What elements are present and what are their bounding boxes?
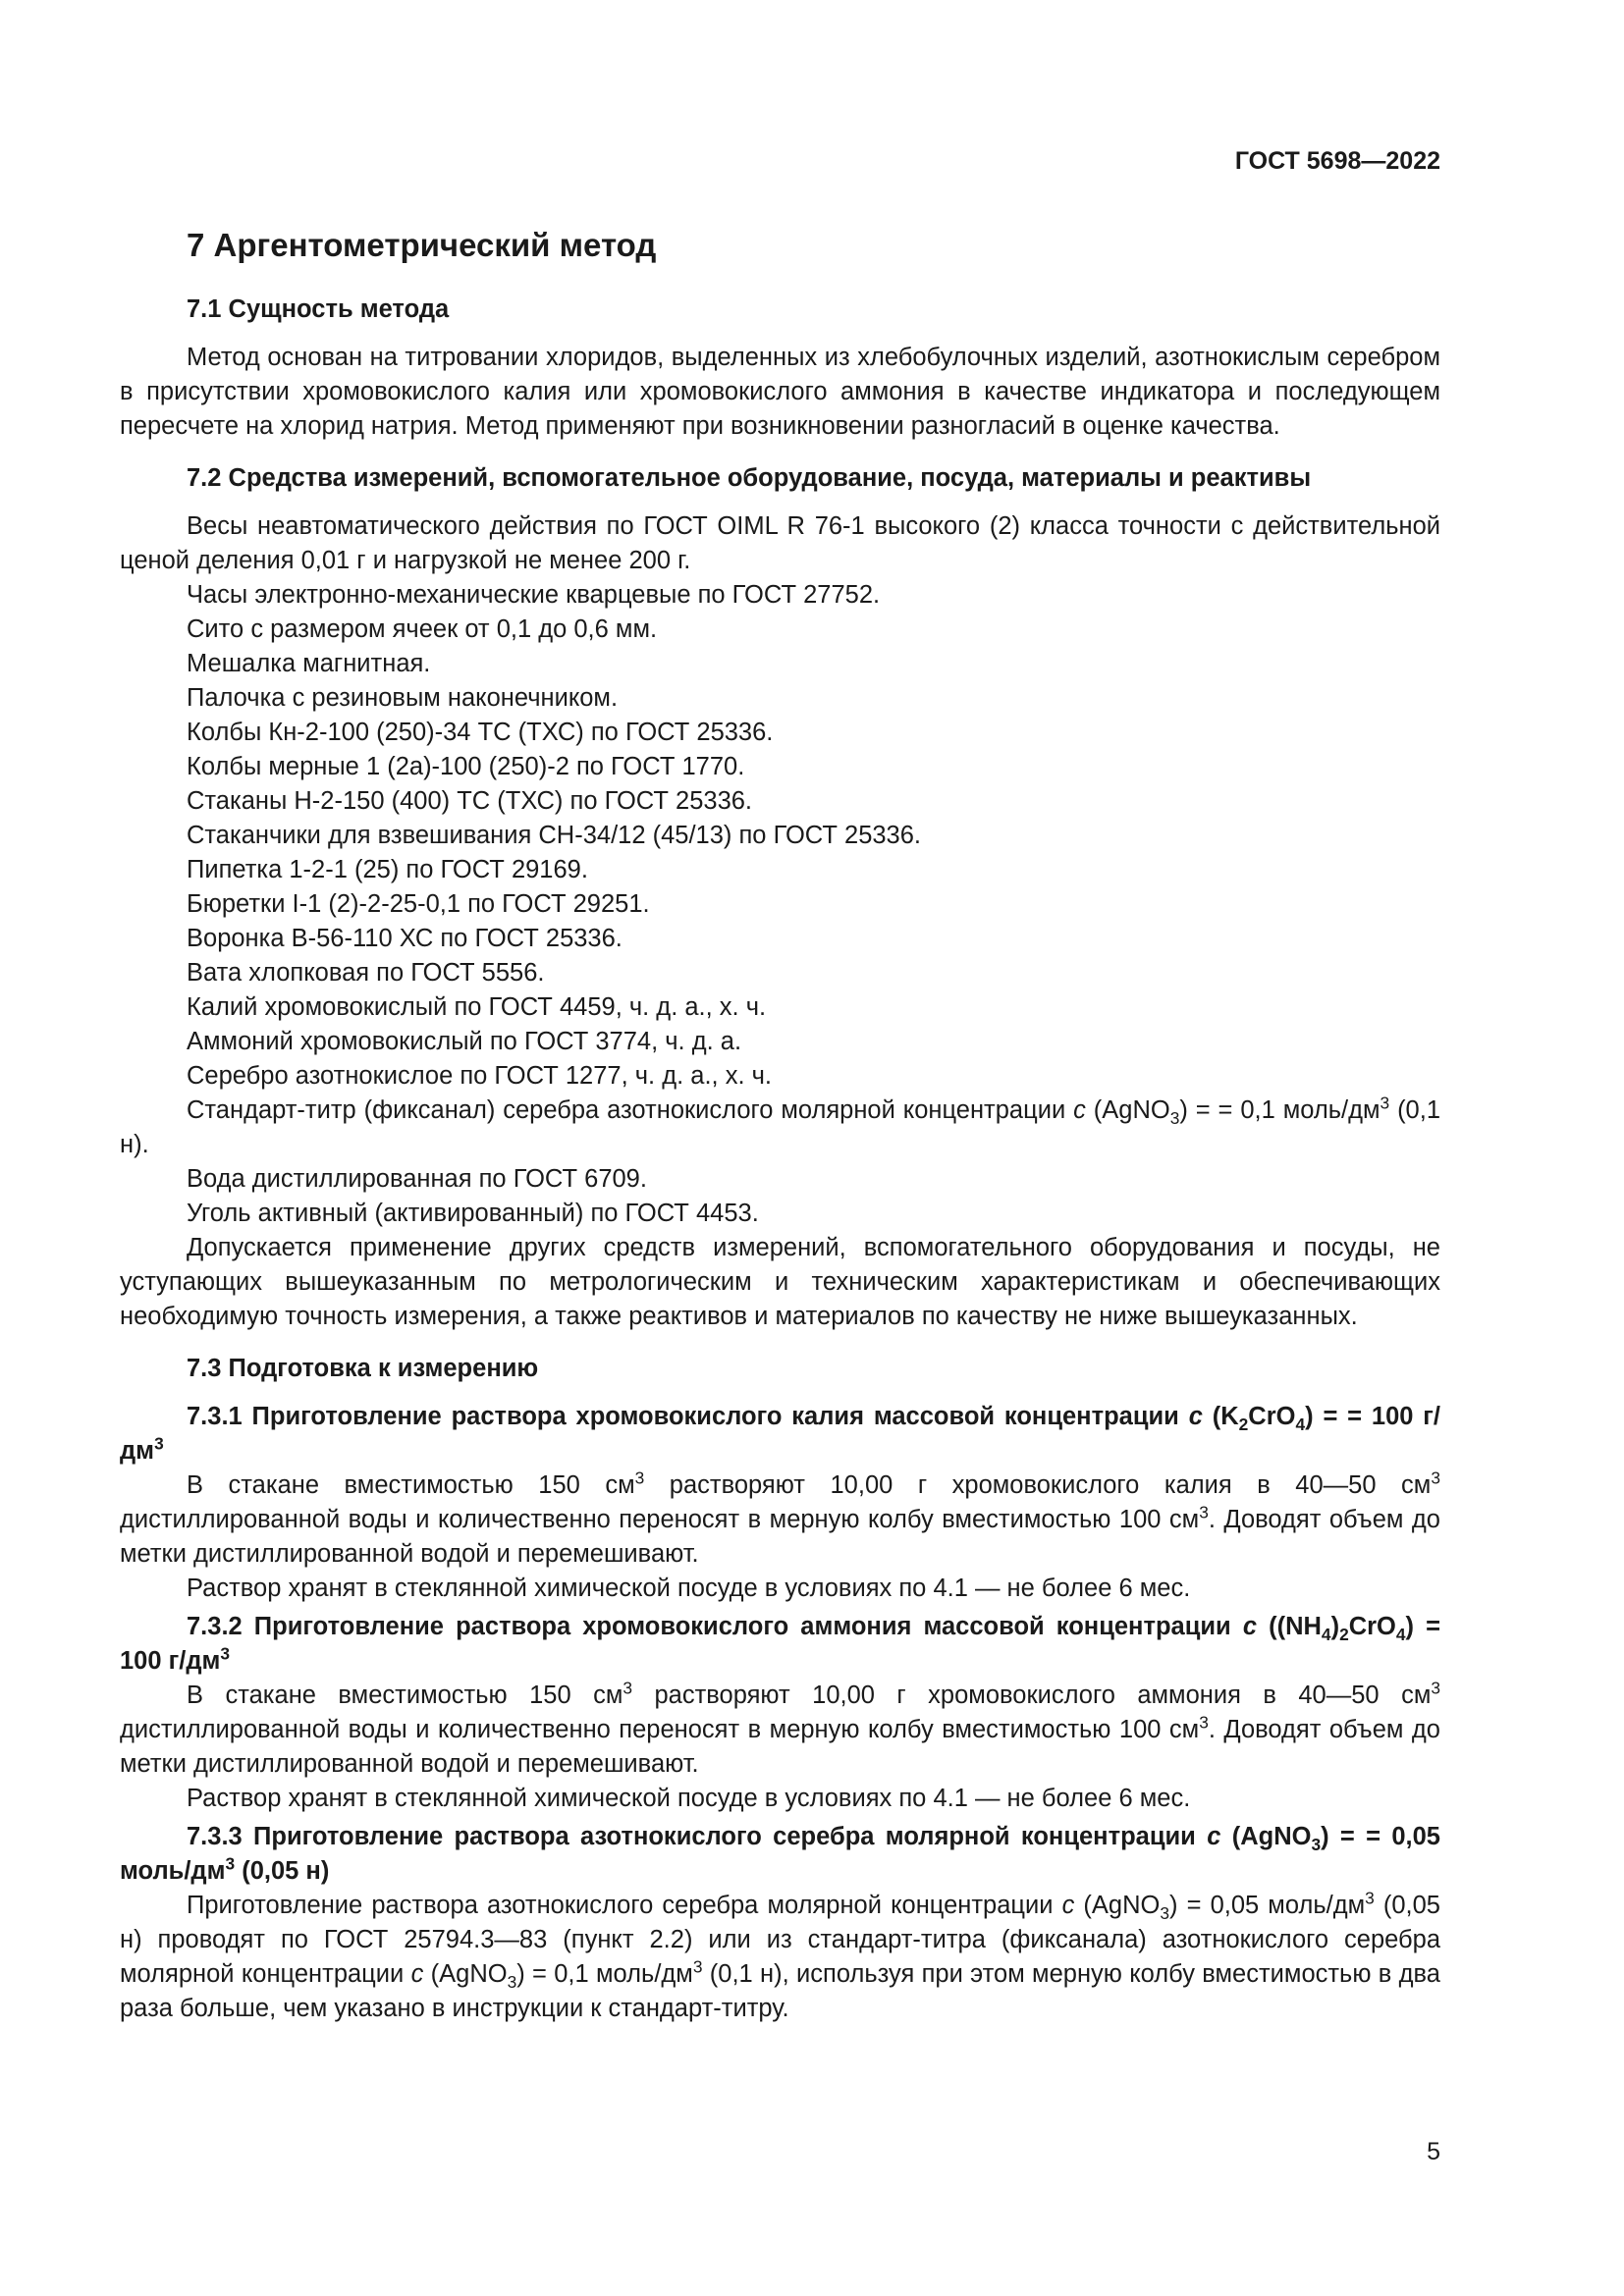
- superscript: 3: [1199, 1502, 1209, 1522]
- list-item-standard-titre: [120, 1094, 1440, 1162]
- text: ((NH: [1257, 1613, 1322, 1640]
- section-7-3-title: 7.3 Подготовка к измерению: [187, 1355, 539, 1382]
- text: CrO: [1348, 1613, 1396, 1640]
- text: 7.3.3 Приготовление раствора азотнокислого серебра молярной концентрации: [187, 1823, 1208, 1850]
- subscript: 3: [1169, 1108, 1180, 1129]
- text: (AgNO: [423, 1960, 508, 1988]
- list-item: Калий хромовокислый по ГОСТ 4459, ч. д. а., х. ч.: [187, 993, 767, 1021]
- subscript: 2: [1339, 1625, 1349, 1645]
- list-item: Колбы Кн-2-100 (250)-34 ТС (ТХС) по ГОСТ 25336.: [187, 719, 774, 746]
- text: 7.3.2 Приготовление раствора хромовокислого аммония массовой концентрации: [187, 1613, 1243, 1640]
- list-item: Стаканы Н-2-150 (400) ТС (ТХС) по ГОСТ 25336.: [187, 787, 753, 815]
- superscript: 3: [623, 1678, 633, 1698]
- superscript: 3: [225, 1853, 236, 1874]
- section-7-1-text: Метод основан на титровании хлоридов, выделенных из хлебобулочных изделий, азотнокислым серебром в присутствии хромовокислого калия или хромовокислого аммония в качестве индикатора и последующем пересчете на хлорид натрия. Метод применяют при возникновении разногласий в оценке качества.: [120, 344, 1440, 440]
- subscript: 4: [1295, 1415, 1306, 1435]
- text: ) = 0,05 моль/дм: [1169, 1892, 1366, 1919]
- list-item: Стаканчики для взвешивания СН-34/12 (45/13) по ГОСТ 25336.: [187, 822, 922, 849]
- section-7-3-3-text: [120, 1889, 1440, 2026]
- text: ): [1330, 1613, 1340, 1640]
- section-7-3-2-title: [120, 1610, 1440, 1679]
- subscript: 3: [507, 1972, 517, 1993]
- text: ) = 100 г/дм: [120, 1613, 1440, 1675]
- page-number: 5: [1427, 2138, 1440, 2165]
- section-7-3-1-title: [120, 1400, 1440, 1468]
- text: (AgNO: [1074, 1892, 1161, 1919]
- text: В стакане вместимостью 150 см: [187, 1471, 635, 1499]
- subscript: 3: [1311, 1835, 1322, 1855]
- list-item: Палочка с резиновым наконечником.: [187, 684, 619, 712]
- section-7-1-title: 7.1 Сущность метода: [187, 295, 450, 323]
- text: В стакане вместимостью 150 см: [187, 1682, 623, 1709]
- section-7-3-1-storage: Раствор хранят в стеклянной химической посуде в условиях по 4.1 — не более 6 мес.: [187, 1575, 1191, 1602]
- formula-symbol: c: [1188, 1403, 1203, 1430]
- text: . Доводят объем до метки дистиллированной водой и перемешивают.: [120, 1506, 1440, 1568]
- subscript: 4: [1321, 1625, 1331, 1645]
- section-7-3-1-text: [120, 1468, 1440, 1572]
- text: растворяют 10,00 г хромовокислого калия в 40—50 см: [644, 1471, 1432, 1499]
- text: Стандарт-титр (фиксанал) серебра азотнокислого молярной концентрации: [187, 1096, 1074, 1124]
- list-item: Пипетка 1-2-1 (25) по ГОСТ 29169.: [187, 856, 588, 883]
- text: дистиллированной воды и количественно переносят в мерную колбу вместимостью 100 см: [120, 1716, 1200, 1743]
- text: . Доводят объем до метки дистиллированной водой и перемешивают.: [120, 1716, 1440, 1778]
- document-code: ГОСТ 5698—2022: [1234, 147, 1440, 175]
- formula-symbol: c: [1207, 1823, 1221, 1850]
- section-7-3-2-storage: Раствор хранят в стеклянной химической посуде в условиях по 4.1 — не более 6 мес.: [187, 1785, 1191, 1812]
- list-item: Бюретки I-1 (2)-2-25-0,1 по ГОСТ 29251.: [187, 890, 650, 918]
- formula-symbol: c: [1073, 1096, 1086, 1124]
- superscript: 3: [1431, 1678, 1440, 1698]
- text: ) = 0,1 моль/дм: [516, 1960, 693, 1988]
- text: дистиллированной воды и количественно переносят в мерную колбу вместимостью 100 см: [120, 1506, 1200, 1533]
- section-7-title: 7 Аргентометрический метод: [187, 227, 657, 263]
- list-item: Воронка В-56-110 ХС по ГОСТ 25336.: [187, 925, 623, 952]
- text: растворяют 10,00 г хромовокислого аммония в 40—50 см: [632, 1682, 1432, 1709]
- list-item: Аммоний хромовокислый по ГОСТ 3774, ч. д. а.: [187, 1028, 742, 1055]
- superscript: 3: [634, 1468, 645, 1488]
- subscript: 3: [1160, 1903, 1170, 1924]
- list-item: Уголь активный (активированный) по ГОСТ 4453.: [187, 1200, 759, 1227]
- text: (AgNO: [1085, 1096, 1170, 1124]
- subscript: 4: [1395, 1625, 1406, 1645]
- text: (0,05 н): [235, 1857, 330, 1885]
- text: (0,1 н), используя при этом мерную колбу вместимостью в два раза больше, чем указано в инструкции к стандарт-титру.: [120, 1960, 1440, 2022]
- formula-symbol: c: [1242, 1613, 1258, 1640]
- section-7-3-2-text: [120, 1679, 1440, 1782]
- superscript: 3: [1431, 1468, 1440, 1488]
- text: (0,1 н).: [120, 1096, 1441, 1158]
- list-item: Весы неавтоматического действия по ГОСТ OIML R 76-1 высокого (2) класса точности с действительной ценой деления 0,01 г и нагрузкой не менее 200 г.: [120, 512, 1440, 574]
- text: ) = = 0,05 моль/дм: [120, 1823, 1440, 1885]
- text: 7.3.1 Приготовление раствора хромовокислого калия массовой концентрации: [187, 1403, 1189, 1430]
- document-body: [120, 224, 1440, 2026]
- list-item: Сито с размером ячеек от 0,1 до 0,6 мм.: [187, 615, 658, 643]
- superscript: 3: [1199, 1712, 1209, 1733]
- equipment-note: Допускается применение других средств измерений, вспомогательного оборудования и посуды, не уступающих вышеуказанным по метрологическим и техническим характеристикам и обеспечивающих необходимую точность измерения, а также реактивов и материалов по качеству не ниже вышеуказанных.: [120, 1234, 1440, 1330]
- text: ) = = 100 г/дм: [120, 1403, 1440, 1465]
- superscript: 3: [692, 1956, 703, 1977]
- list-item: Серебро азотнокислое по ГОСТ 1277, ч. д. а., х. ч.: [187, 1062, 773, 1090]
- text: (AgNO: [1220, 1823, 1312, 1850]
- list-item: Вата хлопковая по ГОСТ 5556.: [187, 959, 545, 987]
- list-item: Часы электронно-механические кварцевые по ГОСТ 27752.: [187, 581, 881, 609]
- text: CrO: [1248, 1403, 1296, 1430]
- section-7-3-3-title: [120, 1820, 1440, 1889]
- formula-symbol: c: [1061, 1892, 1075, 1919]
- subscript: 2: [1238, 1415, 1249, 1435]
- text: (K: [1202, 1403, 1239, 1430]
- text: Приготовление раствора азотнокислого серебра молярной концентрации: [187, 1892, 1062, 1919]
- text: (0,05 н) проводят по ГОСТ 25794.3—83 (пункт 2.2) или из стандарт-титра (фиксанала) азотнокислого серебра молярной концентрации: [120, 1892, 1440, 1988]
- superscript: 3: [1365, 1888, 1375, 1908]
- superscript: 3: [154, 1433, 164, 1454]
- superscript: 3: [220, 1643, 231, 1664]
- equipment-list: [120, 509, 1440, 1334]
- superscript: 3: [1380, 1093, 1390, 1113]
- list-item: Мешалка магнитная.: [187, 650, 431, 677]
- formula-symbol: c: [410, 1960, 424, 1988]
- text: ) = = 0,1 моль/дм: [1179, 1096, 1380, 1124]
- section-7-2-title: 7.2 Средства измерений, вспомогательное оборудование, посуда, материалы и реактивы: [187, 464, 1312, 492]
- list-item: Колбы мерные 1 (2а)-100 (250)-2 по ГОСТ 1770.: [187, 753, 745, 780]
- list-item: Вода дистиллированная по ГОСТ 6709.: [187, 1165, 647, 1193]
